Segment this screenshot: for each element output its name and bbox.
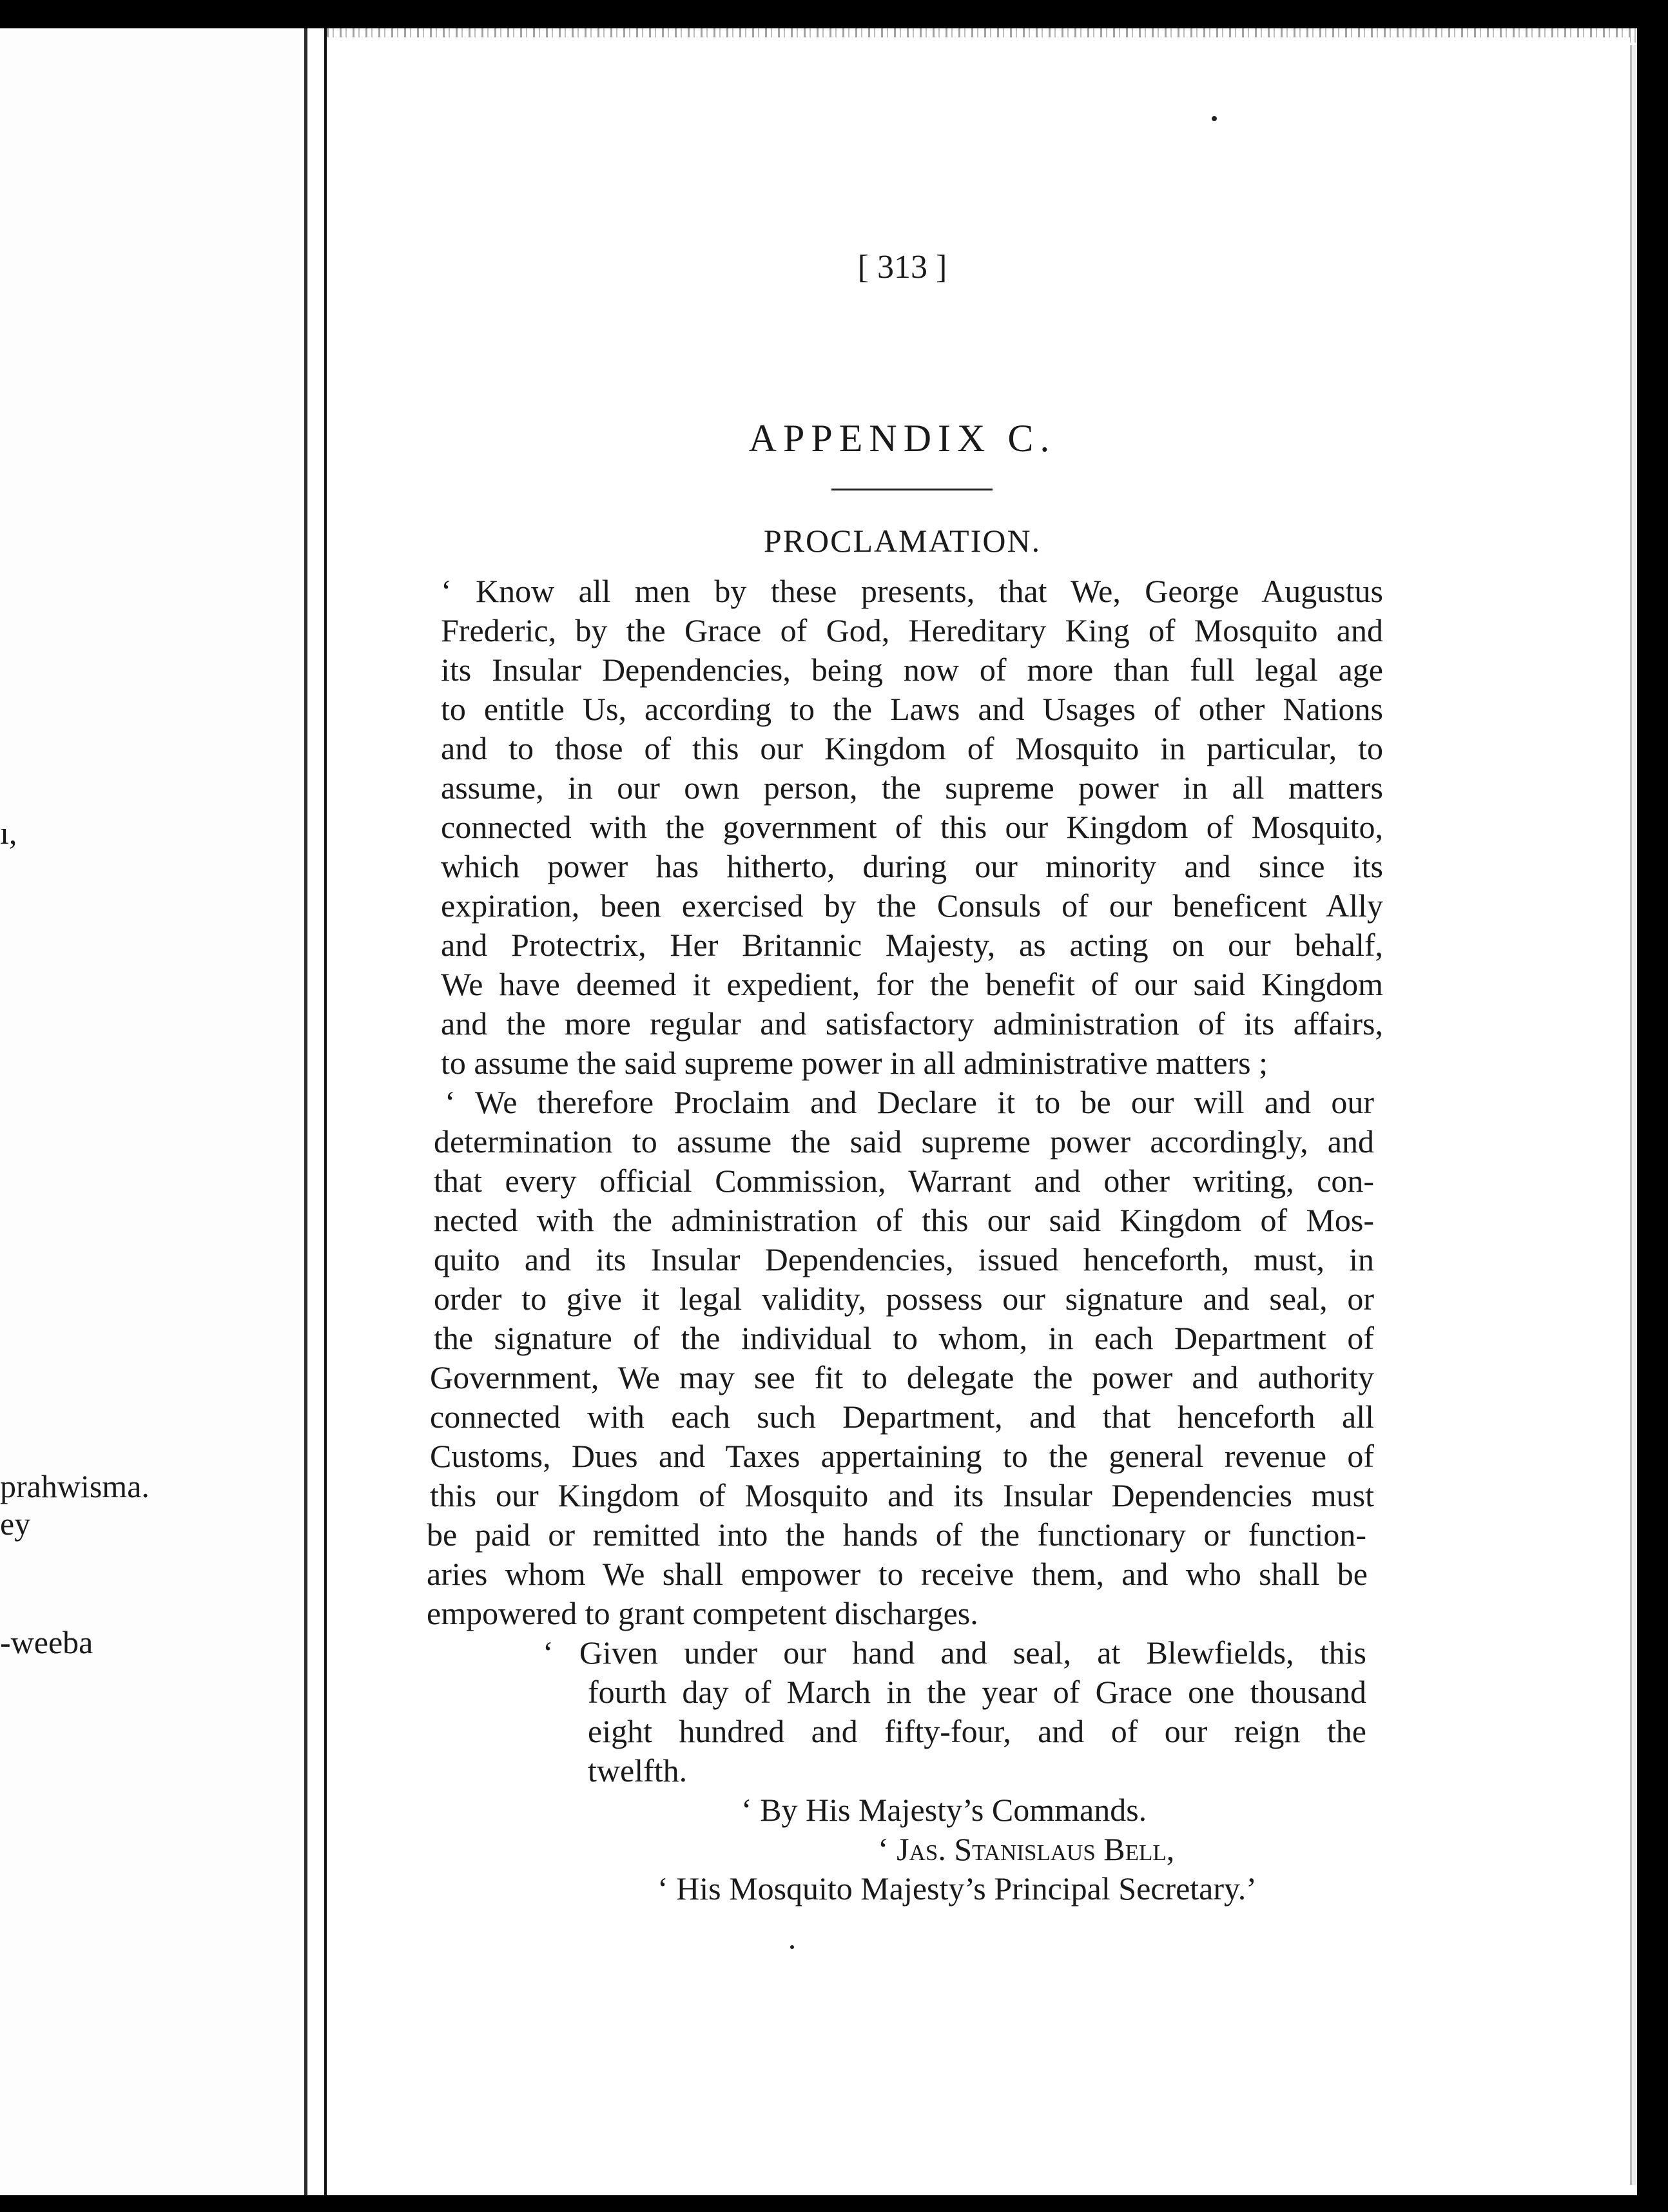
text-line-content: Government, We may see fit to delegate the power and authority bbox=[430, 1359, 1374, 1395]
text-line bbox=[441, 926, 1383, 965]
text-line-content: and the more regular and satisfactory administration of its affairs, bbox=[441, 1005, 1383, 1042]
appendix-title: APPENDIX C. bbox=[748, 417, 1056, 460]
text-line bbox=[427, 1555, 1368, 1594]
text-line bbox=[441, 690, 1383, 729]
previous-page-fragment: prahwisma. bbox=[0, 1468, 150, 1504]
text-line bbox=[434, 1240, 1374, 1279]
text-line-content: this our Kingdom of Mosquito and its Insular Dependencies must bbox=[430, 1477, 1374, 1513]
text-line-content: Frederic, by the Grace of God, Hereditary King of Mosquito and bbox=[441, 612, 1383, 648]
title-rule bbox=[831, 489, 993, 490]
text-line bbox=[430, 1397, 1374, 1437]
text-line-content: aries whom We shall empower to receive them, and who shall be bbox=[427, 1556, 1368, 1592]
text-line-content: and to those of this our Kingdom of Mosquito in particular, to bbox=[441, 730, 1383, 766]
text-line-content: its Insular Dependencies, being now of more than full legal age bbox=[441, 652, 1383, 688]
text-line bbox=[441, 650, 1383, 690]
text-line-content: empowered to grant competent discharges. bbox=[427, 1595, 978, 1631]
text-line-content: order to give it legal validity, possess our signature and seal, or bbox=[434, 1281, 1374, 1317]
text-line-content: fourth day of March in the year of Grace one thousand bbox=[588, 1674, 1366, 1710]
text-line bbox=[441, 808, 1383, 847]
text-line bbox=[588, 1673, 1366, 1712]
text-line-content: ‘ Given under our hand and seal, at Blewfields, this bbox=[543, 1635, 1366, 1671]
text-line bbox=[441, 572, 1383, 611]
text-line bbox=[441, 886, 1383, 926]
text-line-content: to entitle Us, according to the Laws and Usages of other Nations bbox=[441, 691, 1383, 727]
previous-page bbox=[0, 28, 307, 2195]
text-line bbox=[427, 1515, 1366, 1555]
text-line bbox=[434, 1201, 1374, 1240]
commands-line: ‘ By His Majesty’s Commands. bbox=[741, 1792, 1147, 1828]
previous-page-fragment: ey bbox=[0, 1506, 31, 1542]
text-line bbox=[427, 1594, 1136, 1633]
text-line bbox=[430, 1437, 1374, 1476]
text-line bbox=[441, 611, 1383, 650]
text-line bbox=[434, 1319, 1374, 1358]
text-line-content: assume, in our own person, the supreme power in all matters bbox=[441, 770, 1383, 806]
text-line-content: determination to assume the said supreme power accordingly, and bbox=[434, 1123, 1374, 1159]
section-title: PROCLAMATION. bbox=[763, 523, 1042, 559]
book-gutter bbox=[307, 28, 327, 2195]
text-line-content: be paid or remitted into the hands of the functionary or function- bbox=[427, 1517, 1366, 1553]
text-line-content: Customs, Dues and Taxes appertaining to the general revenue of bbox=[430, 1438, 1374, 1474]
page-number: [ 313 ] bbox=[857, 249, 947, 286]
scan-speck bbox=[790, 1945, 794, 1949]
text-line bbox=[588, 1712, 1366, 1751]
text-line-content: ‘ Know all men by these presents, that We, George Augustus bbox=[441, 573, 1383, 609]
text-line-content: the signature of the individual to whom, in each Department of bbox=[434, 1320, 1374, 1356]
text-line bbox=[430, 1476, 1374, 1515]
text-line-content: which power has hitherto, during our minority and since its bbox=[441, 848, 1383, 884]
scan-border-top bbox=[0, 0, 1668, 28]
text-line-content: eight hundred and fifty-four, and of our reign the bbox=[588, 1713, 1366, 1749]
text-line-content: and Protectrix, Her Britannic Majesty, as acting on our behalf, bbox=[441, 927, 1383, 963]
text-line bbox=[441, 729, 1383, 768]
signatory-name: ‘ Jas. Stanislaus Bell, bbox=[878, 1831, 1175, 1867]
text-line-content: ‘ We therefore Proclaim and Declare it to be our will and our bbox=[445, 1084, 1374, 1120]
text-line bbox=[434, 1122, 1374, 1161]
scan-speck bbox=[1212, 116, 1217, 121]
previous-page-fragment: ı, bbox=[0, 815, 17, 851]
text-line bbox=[543, 1633, 1366, 1673]
previous-page-fragment: -weeba bbox=[0, 1624, 93, 1660]
scan-border-right bbox=[1637, 0, 1668, 2212]
text-line-content: expiration, been exercised by the Consuls of our beneficent Ally bbox=[441, 888, 1383, 924]
text-line-content: quito and its Insular Dependencies, issued henceforth, must, in bbox=[434, 1241, 1374, 1277]
text-line-content: to assume the said supreme power in all administrative matters ; bbox=[441, 1045, 1268, 1081]
scan-border-bottom bbox=[0, 2195, 1668, 2212]
text-line bbox=[430, 1358, 1374, 1397]
text-line-content: nected with the administration of this our said Kingdom of Mos- bbox=[434, 1202, 1374, 1238]
text-line-content: We have deemed it expedient, for the benefit of our said Kingdom bbox=[441, 966, 1383, 1002]
text-line-content: connected with the government of this our Kingdom of Mosquito, bbox=[441, 809, 1383, 845]
text-line-content: that every official Commission, Warrant and other writing, con- bbox=[434, 1163, 1374, 1199]
text-line bbox=[441, 1043, 1343, 1083]
text-line bbox=[441, 768, 1383, 808]
text-line bbox=[434, 1279, 1374, 1319]
text-line bbox=[445, 1083, 1374, 1122]
text-line bbox=[434, 1161, 1374, 1201]
signatory-title: ‘ His Mosquito Majesty’s Principal Secretary.’ bbox=[657, 1870, 1257, 1906]
text-line bbox=[441, 1004, 1383, 1043]
text-line bbox=[441, 847, 1383, 886]
text-line-content: connected with each such Department, and that henceforth all bbox=[430, 1399, 1374, 1435]
text-line bbox=[441, 965, 1383, 1004]
text-line-content: twelfth. bbox=[588, 1752, 688, 1789]
text-line bbox=[588, 1751, 975, 1790]
